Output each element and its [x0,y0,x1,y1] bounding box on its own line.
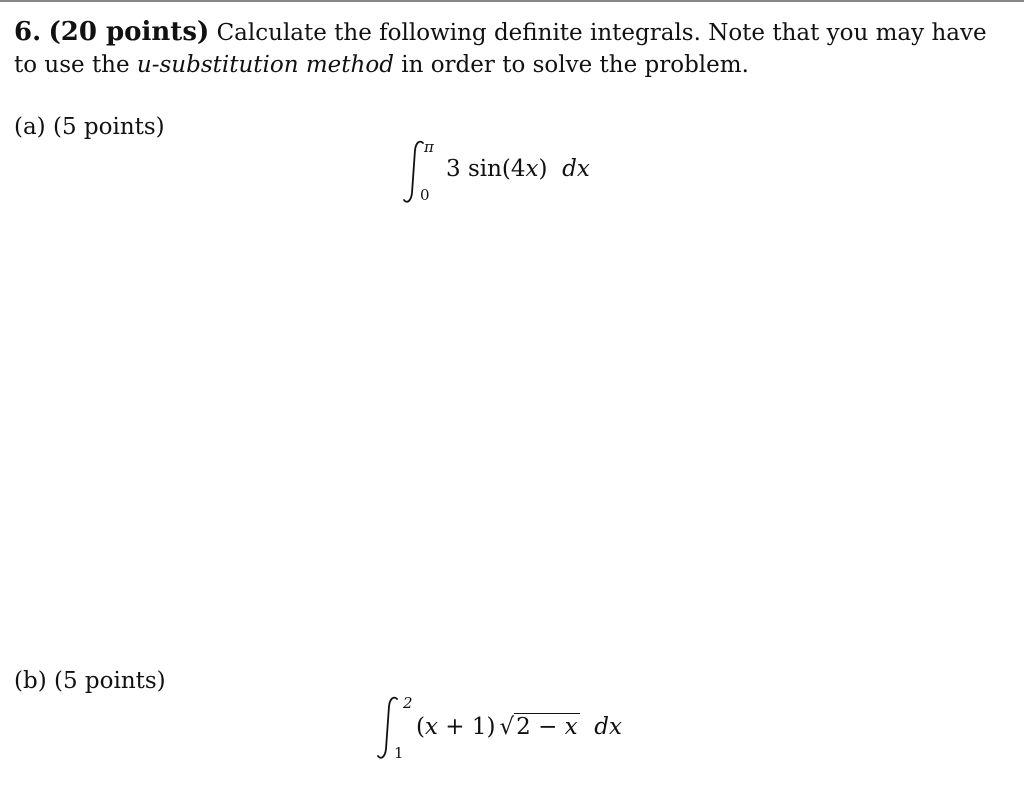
top-rule [0,0,1024,2]
upper-limit: π [424,138,434,156]
differential: dx [594,714,622,740]
square-root [495,714,579,740]
part-a-label: (a) (5 points) [14,114,165,140]
radicand-constant: 2 − [516,714,565,740]
part-b-integral [374,694,634,764]
integrand-function: sin(4 [467,156,526,182]
problem-points: (20 points) [48,17,210,47]
part-b-label: (b) (5 points) [14,668,166,694]
radicand-variable: x [564,714,578,740]
integrand-variable: x [525,156,539,182]
integrand-coefficient: 3 [446,156,461,182]
radicand [514,713,580,740]
problem-number: 6. [14,17,42,47]
differential: dx [562,156,590,182]
problem-text-1: Calculate the following definite integrals. Note that you may have to use the [14,20,987,78]
factor-open: ( [416,714,425,740]
factor-rest: + 1) [437,714,496,740]
sqrt-icon: √ [499,714,515,740]
part-a-integral [400,138,600,208]
problem-statement [14,16,1004,81]
factor-variable: x [424,714,438,740]
upper-limit: 2 [403,694,413,712]
integrand [416,714,622,740]
lower-limit: 1 [394,744,404,762]
problem-text-emphasis: u-substitution method [136,52,394,78]
problem-text-2: in order to solve the problem. [401,52,749,78]
lower-limit: 0 [420,186,430,204]
integrand-close: ) [538,156,548,182]
integrand [446,156,590,182]
